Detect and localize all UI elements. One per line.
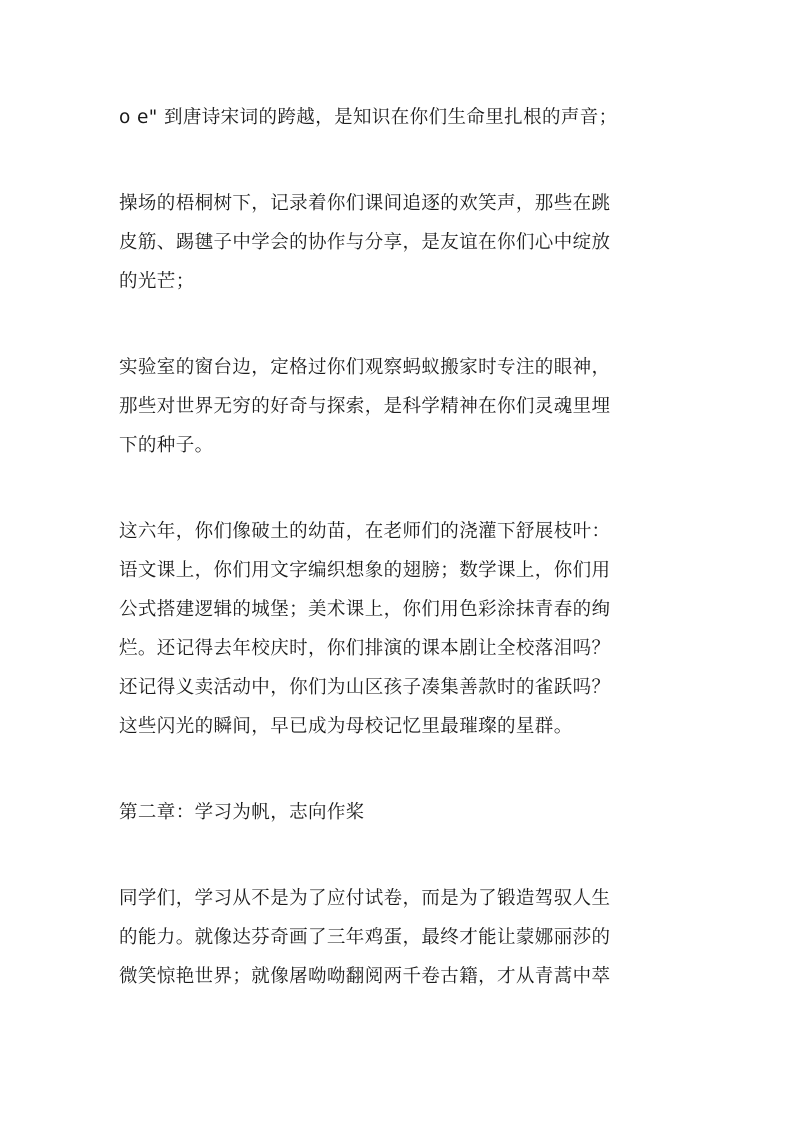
text-line: 实验室的窗台边，定格过你们观察蚂蚁搬家时专注的眼神， <box>119 357 611 378</box>
text-line: o e" 到唐诗宋词的跨越，是知识在你们生命里扎根的声音； <box>119 107 618 128</box>
text-line: 微笑惊艳世界；就像屠呦呦翻阅两千卷古籍，才从青蒿中萃 <box>119 966 611 987</box>
text-line: 下的种子。 <box>119 435 214 456</box>
chapter-heading: 第二章：学习为帆，志向作桨 <box>119 802 365 823</box>
text-line: 烂。还记得去年校庆时，你们排演的课本剧让全校落泪吗？ <box>119 638 611 659</box>
text-line: 这些闪光的瞬间，早已成为母校记忆里最璀璨的星群。 <box>119 716 573 737</box>
text-line: 的能力。就像达芬奇画了三年鸡蛋，最终才能让蒙娜丽莎的 <box>119 927 611 948</box>
text-line: 那些对世界无穷的好奇与探索，是科学精神在你们灵魂里埋 <box>119 396 611 417</box>
text-line: 还记得义卖活动中，你们为山区孩子凑集善款时的雀跃吗？ <box>119 677 611 698</box>
text-line: 的光芒； <box>119 271 195 292</box>
text-line: 皮筋、踢毽子中学会的协作与分享，是友谊在你们心中绽放 <box>119 232 611 253</box>
text-line: 操场的梧桐树下，记录着你们课间追逐的欢笑声，那些在跳 <box>119 193 611 214</box>
text-line: 同学们，学习从不是为了应付试卷，而是为了锻造驾驭人生 <box>119 888 611 909</box>
text-line: 语文课上，你们用文字编织想象的翅膀；数学课上，你们用 <box>119 560 611 581</box>
text-line: 这六年，你们像破土的幼苗，在老师们的浇灌下舒展枝叶： <box>119 521 611 542</box>
text-line: 公式搭建逻辑的城堡；美术课上，你们用色彩涂抹青春的绚 <box>119 599 611 620</box>
